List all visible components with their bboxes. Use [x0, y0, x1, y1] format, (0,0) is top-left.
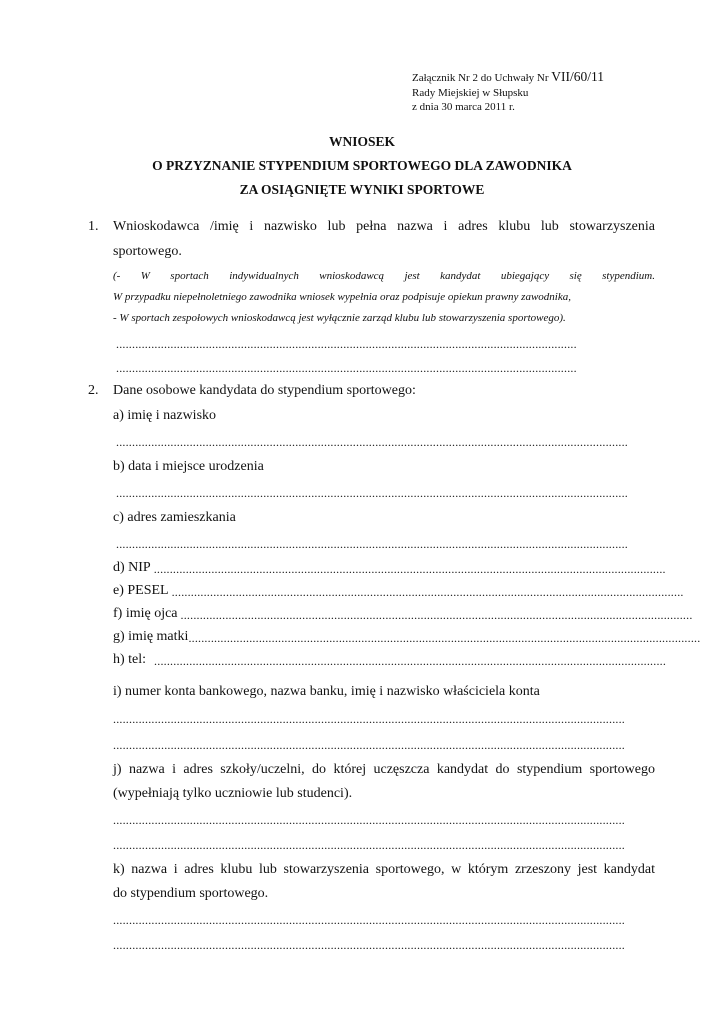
field-c-label: c) adres zamieszkania	[113, 510, 236, 525]
section-1-note-line-3: - W sportach zespołowych wnioskodawcą jest wyłącznie zarząd klubu lub stowarzyszenia sportowego).	[113, 312, 566, 324]
title-line-3: ZA OSIĄGNIĘTE WYNIKI SPORTOWE	[239, 182, 485, 197]
field-f-row	[113, 606, 693, 623]
title-line-2: O PRZYZNANIE STYPENDIUM SPORTOWEGO DLA ZAWODNIKA	[152, 158, 572, 173]
section-1-note-line-1: (- W sportach indywidualnych wnioskodawcą jest kandydat ubiegający się stypendium.	[113, 270, 655, 282]
field-k-fill-2[interactable]: ................................................................................................................................................................	[113, 938, 625, 952]
section-1-fill-line-1[interactable]: ................................................................................................................................................	[116, 337, 577, 351]
field-k-label-line-1: k) nazwa i adres klubu lub stowarzyszenia sportowego, w którym zrzeszony jest kandydat	[113, 862, 655, 877]
field-h-fill[interactable]: ................................................................................................................................................................	[154, 654, 667, 668]
field-e-label: e) PESEL	[113, 583, 169, 598]
field-g-row	[113, 629, 701, 646]
field-e-row	[113, 583, 684, 600]
section-1-note-line-2: W przypadku niepełnoletniego zawodnika wniosek wypełnia oraz podpisuje opiekun prawny zawodnika,	[113, 291, 571, 303]
field-g-label: g) imię matki	[113, 629, 189, 644]
field-i-fill-1[interactable]: ................................................................................................................................................................	[113, 712, 625, 726]
section-2-number: 2.	[88, 383, 99, 398]
attachment-line-3: z dnia 30 marca 2011 r.	[412, 101, 515, 113]
field-d-fill[interactable]: ................................................................................................................................................................	[153, 562, 666, 576]
section-1-number: 1.	[88, 219, 99, 234]
field-i-label: i) numer konta bankowego, nazwa banku, imię i nazwisko właściciela konta	[113, 684, 540, 699]
field-e-fill[interactable]: ................................................................................................................................................................	[171, 585, 684, 599]
field-f-label: f) imię ojca	[113, 606, 178, 621]
field-j-label-line-1: j) nazwa i adres szkoły/uczelni, do której uczęszcza kandydat do stypendium sportowego	[113, 762, 655, 777]
field-j-fill-2[interactable]: ................................................................................................................................................................	[113, 838, 625, 852]
field-i-fill-2[interactable]: ................................................................................................................................................................	[113, 738, 625, 752]
section-1-text-line-2: sportowego.	[113, 244, 182, 259]
field-k-label-line-2: do stypendium sportowego.	[113, 886, 269, 901]
field-d-label: d) NIP	[113, 560, 151, 575]
attachment-line-2: Rady Miejskiej w Słupsku	[412, 87, 529, 99]
section-1-text-line-1: Wnioskodawca /imię i nazwisko lub pełna nazwa i adres klubu lub stowarzyszenia	[113, 219, 655, 234]
attachment-line-1	[412, 70, 604, 85]
field-d-row	[113, 560, 666, 577]
field-g-fill[interactable]: ................................................................................................................................................................	[188, 631, 701, 645]
field-a-fill[interactable]: ................................................................................................................................................................	[116, 435, 628, 449]
attachment-number: VII/60/11	[551, 69, 605, 84]
section-1-fill-line-2[interactable]: ................................................................................................................................................	[116, 361, 577, 375]
field-k-fill-1[interactable]: ................................................................................................................................................................	[113, 913, 625, 927]
title-line-1: WNIOSEK	[328, 134, 396, 149]
section-2-heading: Dane osobowe kandydata do stypendium sportowego:	[113, 383, 416, 398]
field-b-fill[interactable]: ................................................................................................................................................................	[116, 486, 628, 500]
field-j-fill-1[interactable]: ................................................................................................................................................................	[113, 813, 625, 827]
field-f-fill[interactable]: ................................................................................................................................................................	[180, 608, 693, 622]
field-h-label: h) tel:	[113, 652, 147, 667]
attachment-prefix: Załącznik Nr 2 do Uchwały Nr	[412, 72, 552, 84]
field-c-fill[interactable]: ................................................................................................................................................................	[116, 537, 628, 551]
field-a-label: a) imię i nazwisko	[113, 408, 217, 423]
field-b-label: b) data i miejsce urodzenia	[113, 459, 264, 474]
field-j-label-line-2: (wypełniają tylko uczniowie lub studenci).	[113, 786, 353, 801]
field-h-row	[113, 652, 667, 669]
